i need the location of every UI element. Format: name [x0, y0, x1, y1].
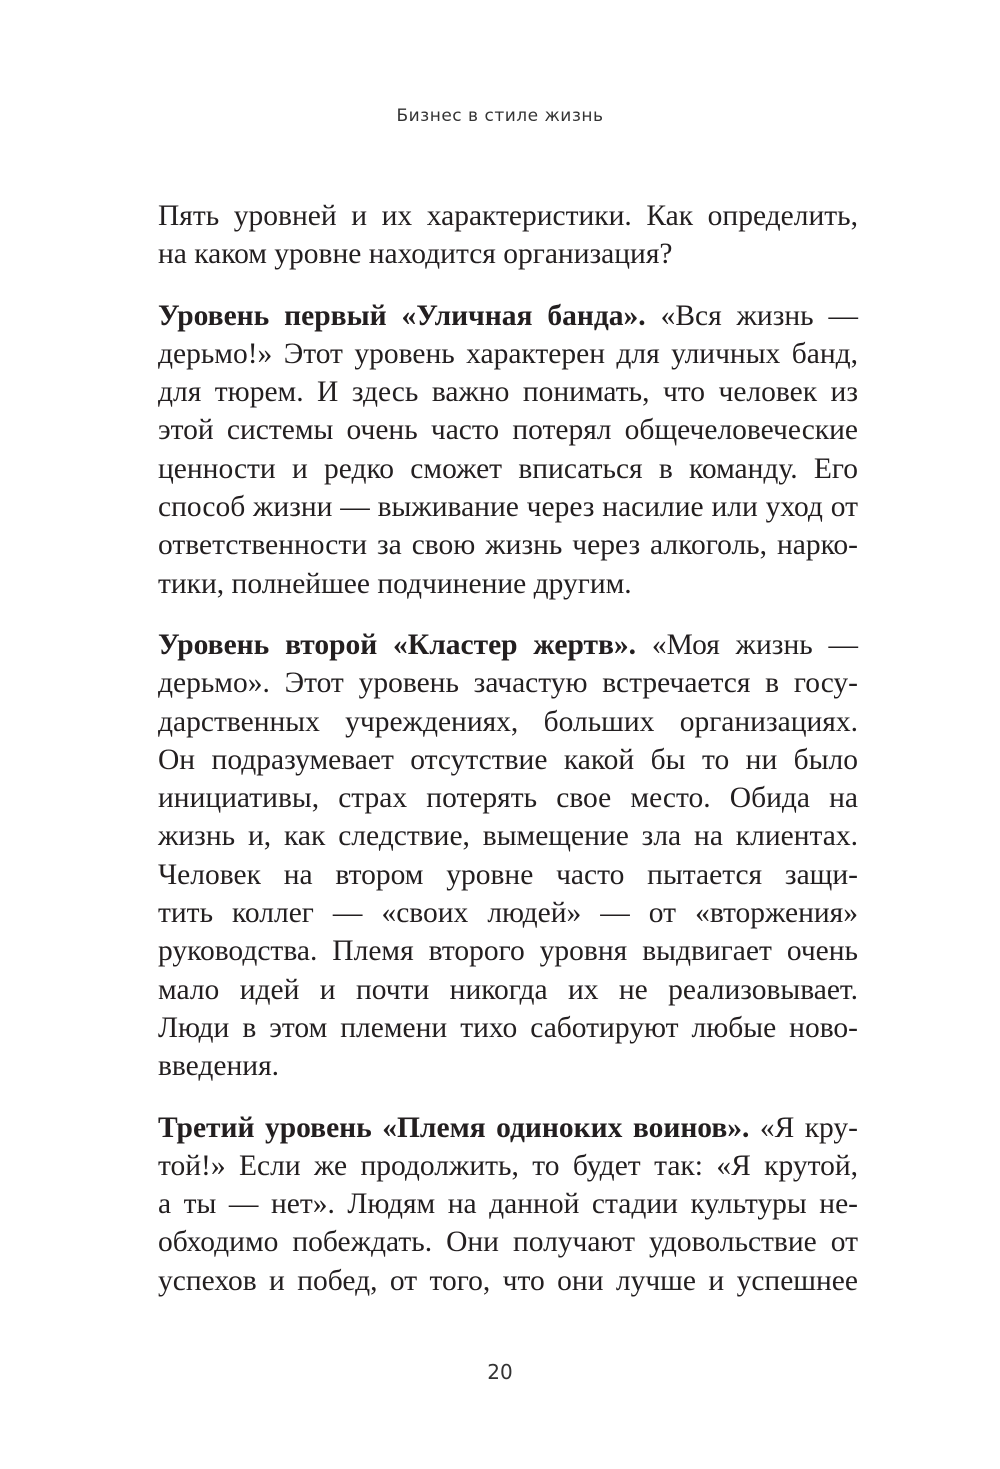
text-line: а ты — нет». Людям на данной стадии культуры не-	[158, 1188, 858, 1221]
text-line: Он подразумевает отсутствие какой бы то ни было	[158, 743, 858, 776]
text-line: мало идей и почти никогда их не реализовывает.	[158, 973, 858, 1006]
text-line: на каком уровне находится организация?	[158, 238, 673, 271]
text-fragment: «Моя жизнь —	[636, 628, 858, 661]
paragraph-intro	[158, 197, 858, 274]
text-line: Пять уровней и их характеристики. Как определить,	[158, 200, 858, 232]
text-line: тить коллег — «своих людей» — от «вторжения»	[158, 897, 858, 930]
text-line	[158, 626, 858, 664]
paragraph-level-2	[158, 626, 858, 1086]
text-line: способ жизни — выживание через насилие или уход от	[158, 491, 858, 524]
text-line: для тюрем. И здесь важно понимать, что человек из	[158, 376, 858, 409]
text-line: инициативы, страх потерять свое место. Обида на	[158, 782, 858, 815]
text-line: руководства. Племя второго уровня выдвигает очень	[158, 935, 858, 968]
paragraph-heading: Уровень второй «Кластер жертв».	[158, 628, 637, 661]
text-fragment: «Вся жизнь —	[645, 299, 858, 332]
text-line: Люди в этом племени тихо саботируют любые ново-	[158, 1011, 858, 1044]
running-title: Бизнес в стиле жизнь	[396, 106, 604, 126]
page-number: 20	[487, 1360, 513, 1384]
text-line: дерьмо». Этот уровень зачастую встречается в госу-	[158, 667, 858, 700]
text-line: этой системы очень часто потерял общечеловеческие	[158, 414, 858, 447]
text-line: жизнь и, как следствие, вымещение зла на клиентах.	[158, 820, 858, 853]
text-line: дерьмо!» Этот уровень характерен для уличных банд,	[158, 337, 858, 370]
text-line: успехов и побед, от того, что они лучше и успешнее	[158, 1264, 858, 1297]
text-line	[158, 297, 858, 335]
text-fragment: «Я кру-	[749, 1111, 858, 1144]
body-text	[158, 197, 858, 1323]
text-line	[158, 1109, 858, 1147]
text-line: обходимо побеждать. Они получают удовольствие от	[158, 1226, 858, 1259]
text-line: ценности и редко сможет вписаться в команду. Его	[158, 452, 858, 485]
paragraph-heading: Уровень первый «Уличная банда».	[158, 299, 646, 332]
text-line: введения.	[158, 1050, 280, 1083]
paragraph-level-3	[158, 1109, 858, 1300]
text-line: тики, полнейшее подчинение другим.	[158, 567, 632, 600]
paragraph-heading: Третий уровень «Племя одиноких воинов».	[158, 1111, 750, 1144]
text-line: ответственности за свою жизнь через алкоголь, нарко-	[158, 529, 858, 562]
paragraph-level-1	[158, 297, 858, 603]
text-line: той!» Если же продолжить, то будет так: «Я крутой,	[158, 1149, 858, 1182]
text-line: дарственных учреждениях, больших организациях.	[158, 705, 858, 738]
text-line: Человек на втором уровне часто пытается защи-	[158, 858, 858, 891]
